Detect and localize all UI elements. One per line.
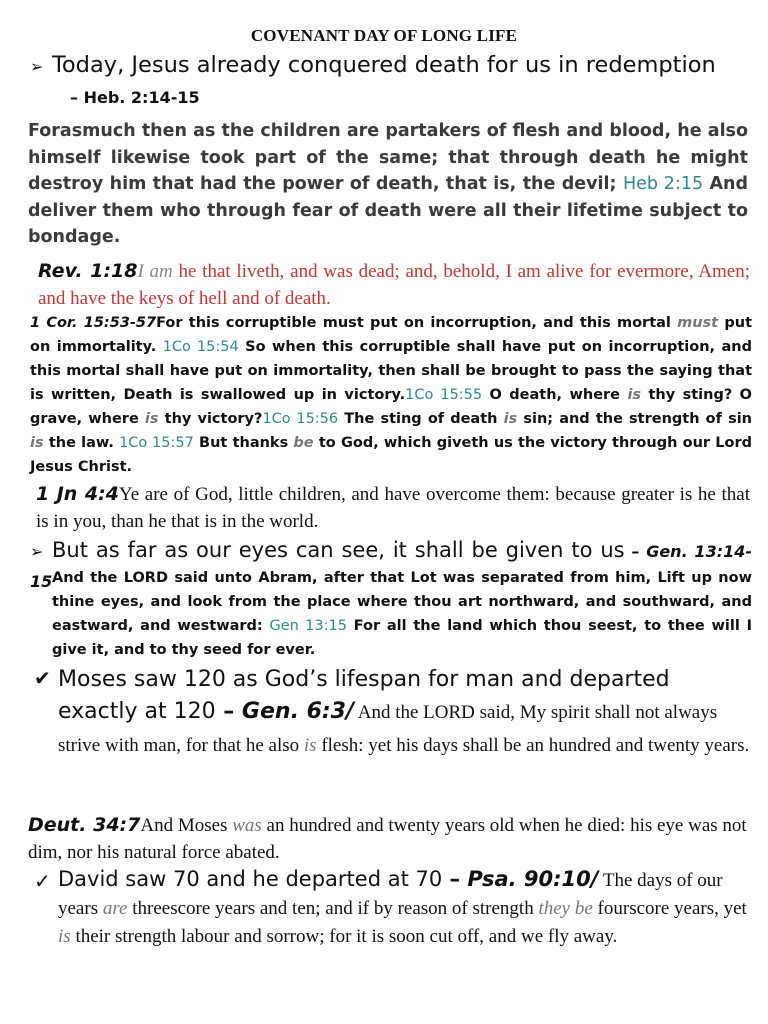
revelation-passage (38, 258, 750, 312)
passage-text: threescore years and ten; and if by reason of strength (127, 898, 539, 919)
page-title: COVENANT DAY OF LONG LIFE (250, 26, 518, 45)
passage-text: thy victory? (158, 411, 263, 427)
passage-text: Forasmuch then as the children are partakers of flesh and blood, he also himself likewise took part of the same; that through death he might destroy him that had the power of death, that is, the devil; (28, 121, 748, 194)
verse-link: 1Co 15:56 (262, 411, 339, 427)
verse-link: Heb 2:15 (622, 174, 704, 194)
corinthians-passage (30, 311, 752, 479)
passage-text: For all the land which thou seest, to thee will I give it, and to thy seed for ever. (52, 618, 752, 658)
scripture-ref: Rev. 1:18 (38, 260, 138, 282)
passage-text: thy sting? O grave, where (30, 387, 753, 427)
bullet-text: David saw 70 and he departed at 70 (58, 867, 443, 891)
italic-word: is (503, 411, 518, 427)
dash: – (442, 867, 468, 891)
passage-text: an hundred and twenty years old when he died: his eye was not dim, nor his natural force abated. (28, 815, 747, 863)
italic-lead: I am (137, 261, 173, 282)
bullet-text: But as far as our eyes can see, it shall be given to us (52, 538, 625, 562)
checkmark-icon: ✓ (34, 869, 51, 893)
david-bullet (58, 866, 750, 950)
verse-link: 1Co 15:54 (162, 339, 239, 355)
italic-word: is (30, 435, 44, 451)
dash: – (624, 542, 647, 561)
scripture-ref: 1 Jn 4:4 (36, 483, 119, 505)
scripture-ref: – Heb. 2:14-15 (70, 88, 200, 107)
passage-text: O death, where (482, 387, 628, 403)
passage-text: But thanks (193, 435, 294, 451)
passage-text: So when this corruptible shall have put on incorruption, and this mortal shall have put on immortality, then shall be brought to pass the saying that is written, Death is swallowed up in victory. (30, 339, 752, 403)
passage-text: their strength labour and sorrow; for it is soon cut off, and we fly away. (70, 926, 618, 947)
arrow-bullet-icon: ➢ (30, 57, 44, 76)
scripture-ref: Gen. 6:3/ (241, 699, 355, 724)
verse-link: 1Co 15:55 (405, 387, 483, 403)
italic-word: is (144, 411, 159, 427)
passage-text: he that liveth, and was dead; and, behold, I am alive for evermore, Amen; and have the keys of hell and of death. (38, 261, 750, 309)
bullet-text: Moses saw 120 as God’s lifespan for man and departed exactly at 120 (58, 667, 670, 724)
passage-text: fourscore years, yet (592, 898, 747, 919)
scripture-ref: Psa. 90:10/ (467, 867, 599, 891)
passage-text: sin; and the strength of sin (517, 411, 752, 427)
passage-text: The sting of death (338, 411, 504, 427)
genesis-passage (52, 566, 752, 662)
passage-text: And the LORD said unto Abram, after that Lot was separated from him, Lift up now thine eyes, and look from the place where thou art northward, and southward, and eastward, and westward: (52, 570, 752, 634)
italic-word: are (102, 898, 128, 919)
italic-word: they be (538, 898, 593, 919)
scripture-ref: Deut. 34:7 (28, 814, 141, 836)
hebrews-passage (28, 118, 748, 251)
passage-text: For this corruptible must put on incorruption, and this mortal (156, 315, 678, 331)
italic-word: is (627, 387, 642, 403)
passage-text: flesh: yet his days shall be an hundred and twenty years. (316, 735, 750, 756)
passage-text: the law. (43, 435, 120, 451)
passage-text: to God, which giveth us the victory through our Lord Jesus Christ. (30, 435, 752, 475)
john-passage (36, 481, 750, 535)
moses-bullet (58, 664, 750, 762)
checkmark-icon: ✔ (34, 666, 51, 690)
verse-link: Gen 13:15 (269, 618, 347, 634)
passage-text: And Moses (140, 815, 233, 836)
passage-text: And deliver them who through fear of death were all their lifetime subject to bondage. (28, 174, 749, 247)
verse-link: 1Co 15:57 (119, 435, 194, 451)
dash: – (215, 699, 242, 724)
bullet-heading-redemption (30, 52, 716, 78)
italic-word: was (232, 815, 262, 836)
scripture-ref: Gen. 13:14-15 (30, 542, 753, 591)
passage-text: And the LORD said, My spirit shall not always strive with man, for that he also (58, 702, 718, 756)
arrow-bullet-icon: ➢ (30, 542, 44, 561)
passage-text: The days of our years (58, 870, 723, 919)
italic-word: is (58, 926, 71, 947)
passage-text: Ye are of God, little children, and have overcome them: because greater is he that is in you, than he that is in the world. (36, 484, 750, 532)
italic-word: must (677, 315, 719, 331)
scripture-ref: 1 Cor. 15:53-57 (30, 315, 157, 331)
bullet-text: Today, Jesus already conquered death for us in redemption (52, 52, 716, 78)
italic-word: be (293, 435, 314, 451)
italic-word: is (303, 735, 317, 756)
deuteronomy-passage (28, 812, 750, 866)
passage-text: put on immortality. (30, 315, 752, 355)
